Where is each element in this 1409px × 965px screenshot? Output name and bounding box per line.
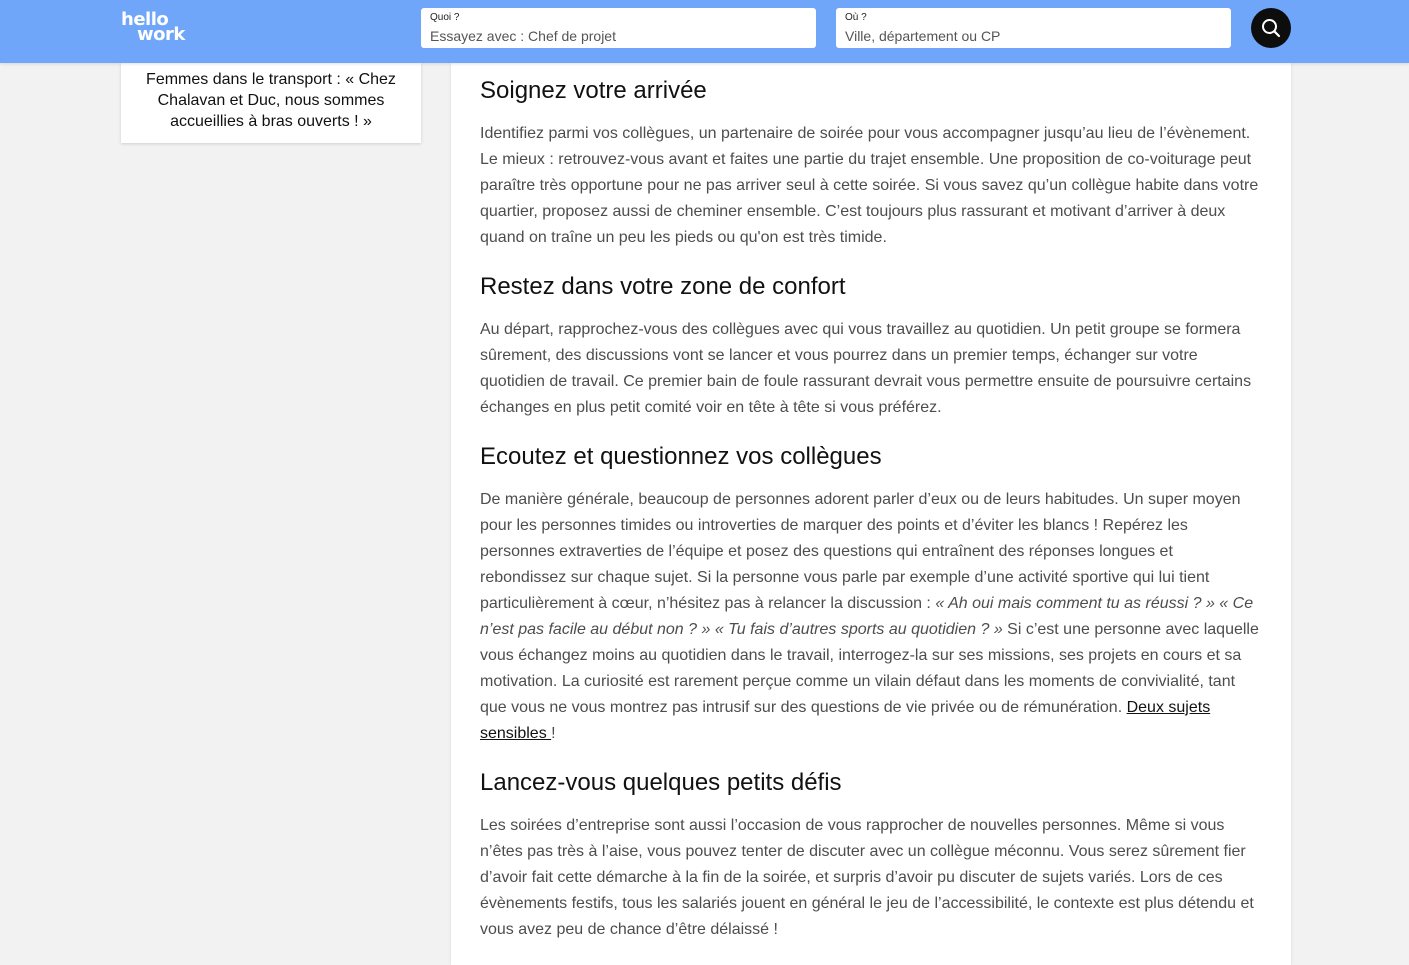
- paragraph-text: De manière générale, beaucoup de personnes adorent parler d’eux ou de leurs habitudes. Un super moyen pour les personnes timides ou introverties de marquer des points et d’éviter les blancs ! Repérez les personnes extraverties de l’équipe et posez des questions qui entraînent des réponses longues et rebondissez sur chaque sujet. Si la personne vous parle par exemple d’une activité sportive qui lui tient particulièrement à cœur, n’hésitez pas à relancer la discussion :: [480, 491, 1241, 612]
- section-paragraph: Au départ, rapprochez-vous des collègues avec qui vous travaillez au quotidien. Un petit groupe se formera sûrement, des discussions vont se lancer et vous pourrez dans un premier temps, échanger sur votre quotidien de travail. Ce premier bain de foule rassurant devrait vous permettre ensuite de poursuivre certains échanges en plus petit comité voir en tête à tête si vous préférez.: [480, 321, 1252, 416]
- what-label: Quoi ?: [430, 12, 460, 23]
- section-paragraph: [480, 487, 1261, 747]
- paragraph-text: Si c’est une personne avec laquelle vous échangez moins au quotidien dans le travail, interrogez-la sur ses missions, ses projets en cours et sa motivation. La curiosité est rarement perçue comme un vilain défaut dans les moments de convivialité, tant que vous ne vous montrez pas intrusif sur des questions de vie privée ou de rémunération.: [480, 621, 1259, 716]
- section-paragraph: Identifiez parmi vos collègues, un partenaire de soirée pour vous accompagner jusqu’au lieu de l’évènement. Le mieux : retrouvez-vous avant et faites une partie du trajet ensemble. Une proposition de co-voiturage peut paraître très opportune pour ne pas arriver seul à cette soirée. Si vous savez qu’un collègue habite dans votre quartier, proposez aussi de cheminer ensemble. C’est toujours plus rassurant et motivant d’arriver à deux quand on traîne un peu les pieds ou qu'on est très timide.: [480, 125, 1259, 246]
- logo-text-hello: hello: [121, 9, 169, 30]
- quoted-questions: « Ah oui mais comment tu as réussi ? » « Ce n’est pas facile au début non ? » « Tu fais d’autres sports au quotidien ? »: [480, 595, 1254, 638]
- hellowork-logo[interactable]: [121, 11, 201, 47]
- section-heading: Restez dans votre zone de confort: [480, 273, 846, 300]
- section-heading: Soignez votre arrivée: [480, 77, 707, 104]
- section-heading: Lancez-vous quelques petits défis: [480, 769, 842, 796]
- top-header: [0, 0, 1409, 63]
- where-input[interactable]: [845, 27, 1215, 45]
- article-section: [480, 442, 1261, 747]
- logo-text-work: work: [137, 24, 185, 45]
- paragraph-end: !: [551, 725, 556, 742]
- what-search-field[interactable]: [421, 8, 816, 48]
- sensitive-topics-link[interactable]: Deux sujets sensibles: [480, 699, 1211, 742]
- related-article-link[interactable]: Femmes dans le transport : « Chez Chalavan et Duc, nous sommes accueillies à bras ouverts ! »: [146, 71, 396, 130]
- where-search-field[interactable]: [836, 8, 1231, 48]
- what-input[interactable]: [430, 27, 800, 45]
- article-section: [480, 272, 1261, 421]
- article-body: [451, 63, 1291, 965]
- section-heading: Ecoutez et questionnez vos collègues: [480, 443, 882, 470]
- related-article-card[interactable]: [121, 63, 421, 143]
- article-section: [480, 768, 1261, 943]
- search-icon: [1261, 18, 1281, 38]
- search-button[interactable]: [1251, 8, 1291, 48]
- section-paragraph: Les soirées d’entreprise sont aussi l’occasion de vous rapprocher de nouvelles personnes. Même si vous n’êtes pas très à l’aise, vous pouvez tenter de discuter avec un collègue méconnu. Vous serez sûrement fier d’avoir fait cette démarche à la fin de la soirée, et surpris d’avoir pu discuter de sujets variés. Lors de ces évènements festifs, tous les salariés jouent en général le jeu de l’accessibilité, le contexte est plus détendu et vous avez peu de chance d’être délaissé !: [480, 817, 1254, 938]
- article-section: [480, 76, 1261, 251]
- where-label: Où ?: [845, 12, 867, 23]
